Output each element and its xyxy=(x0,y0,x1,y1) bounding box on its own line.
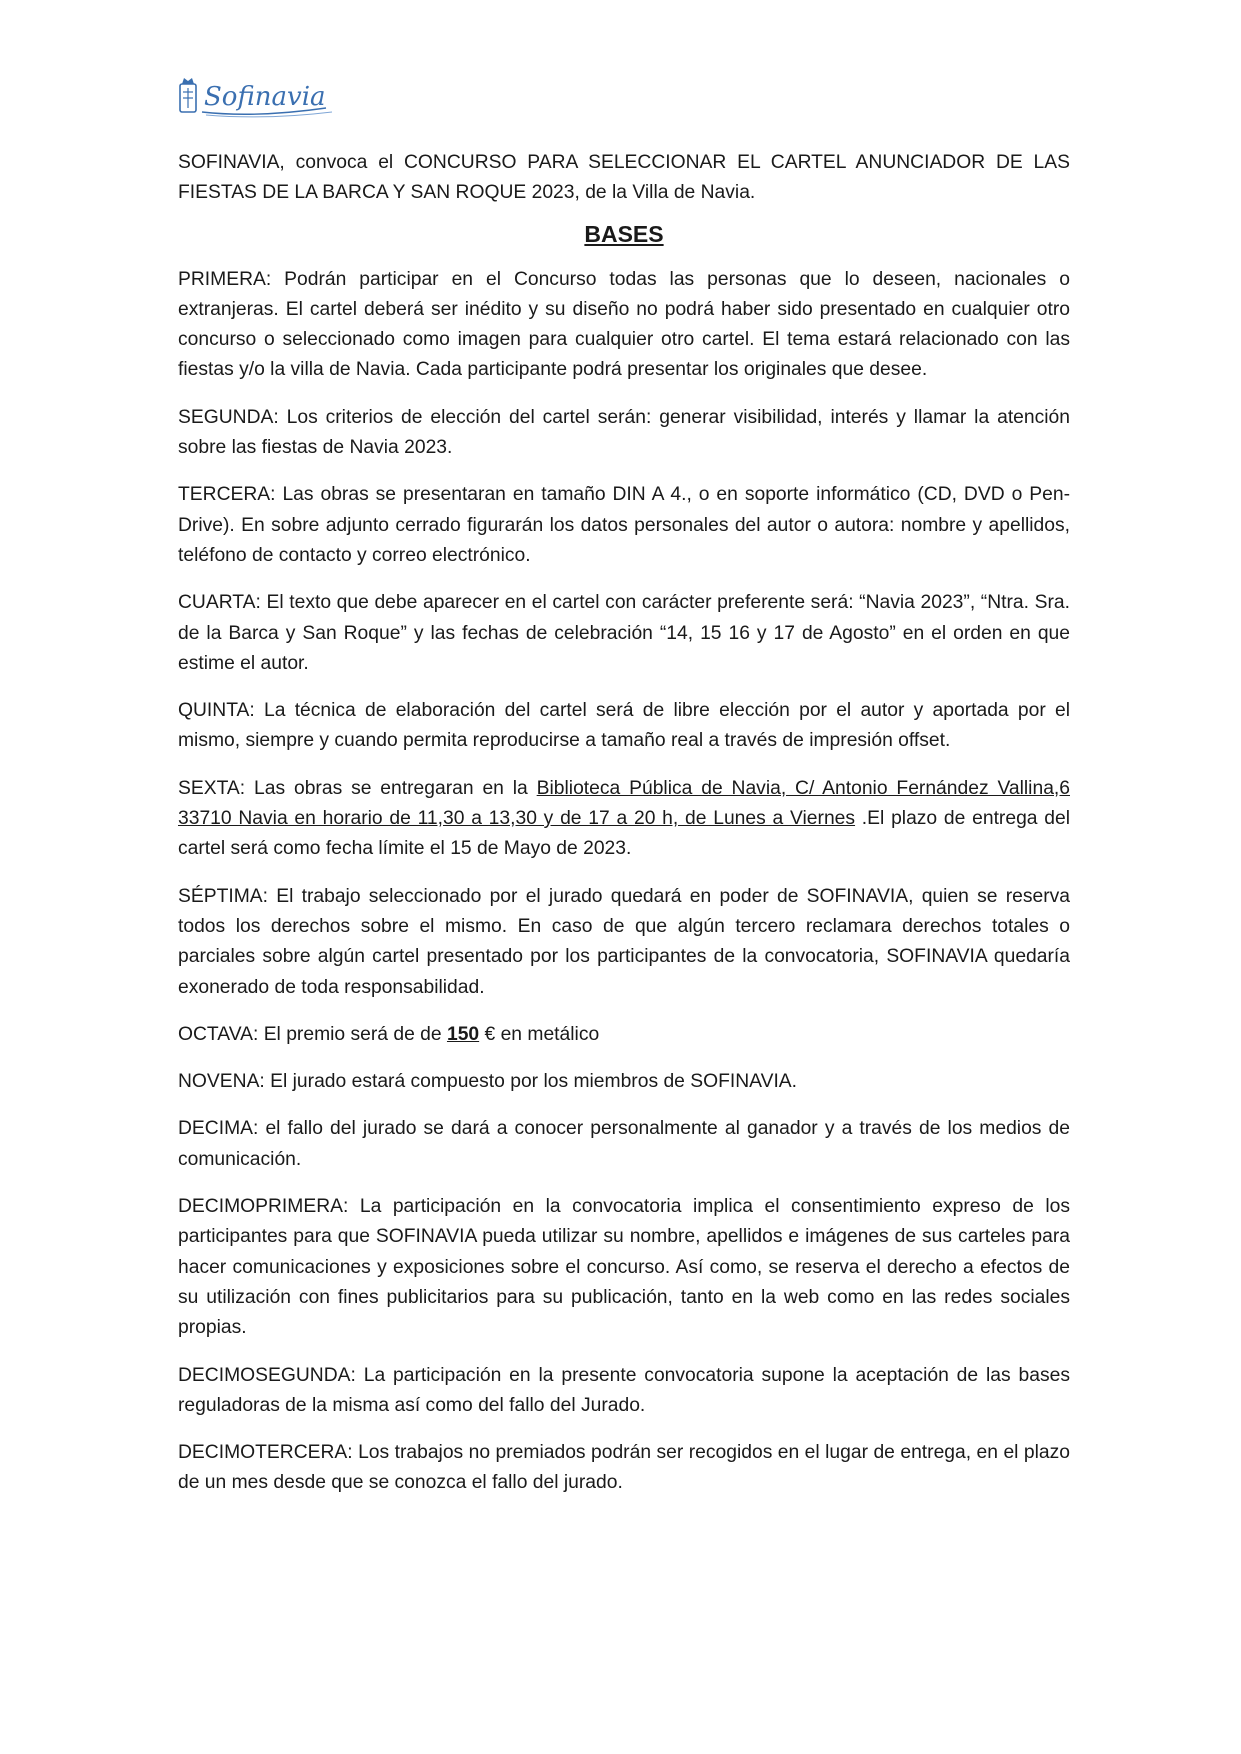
base-segunda: SEGUNDA: Los criterios de elección del cartel serán: generar visibilidad, interés y llamar la atención sobre las fiestas de Navia 2023. xyxy=(178,406,1070,459)
page-title: BASES xyxy=(584,220,664,247)
logo-wordmark: Sofinavia xyxy=(204,82,326,112)
sexta-suffix: .El plazo de entrega del cartel será como fecha límite el 15 de Mayo de 2023. xyxy=(178,808,1071,860)
sexta-address: Biblioteca Pública de Navia, C/ Antonio Fernández Vallina,6 33710 Navia en horario de 11,30 a 13,30 y de 17 a 20 h, de Lunes a Viernes xyxy=(178,777,1070,830)
base-novena: NOVENA: El jurado estará compuesto por los miembros de SOFINAVIA. xyxy=(178,1071,798,1093)
base-octava xyxy=(178,1020,1070,1050)
base-septima: SÉPTIMA: El trabajo seleccionado por el jurado quedará en poder de SOFINAVIA, quien se reserva todos los derechos sobre el mismo. En caso de que algún tercero reclamara derechos totales o parciales sobre algún cartel presentado por los participantes de la convocatoria, SOFINAVIA quedaría exonerado de toda responsabilidad. xyxy=(178,885,1070,998)
sexta-prefix: SEXTA: Las obras se entregaran en la xyxy=(178,777,537,799)
base-decima: DECIMA: el fallo del jurado se dará a conocer personalmente al ganador y a través de los medios de comunicación. xyxy=(178,1118,1070,1170)
base-decimotercera: DECIMOTERCERA: Los trabajos no premiados podrán ser recogidos en el lugar de entrega, en el plazo de un mes desde que se conozca el fallo del jurado. xyxy=(178,1442,1070,1494)
base-primera: PRIMERA: Podrán participar en el Concurso todas las personas que lo deseen, nacionales o extranjeras. El cartel deberá ser inédito y su diseño no podrá haber sido presentado en cualquier otro concurso o seleccionado como imagen para cualquier otro cartel. El tema estará relacionado con las fiestas y/o la villa de Navia. Cada participante podrá presentar los originales que desee. xyxy=(178,268,1070,381)
octava-suffix: € en metálico xyxy=(479,1023,600,1045)
document-body xyxy=(178,148,1070,1516)
base-decimoprimera: DECIMOPRIMERA: La participación en la convocatoria implica el consentimiento expreso de los participantes para que SOFINAVIA pueda utilizar su nombre, apellidos e imágenes de sus carteles para hacer comunicaciones y exposiciones sobre el concurso. Así como, se reserva el derecho a efectos de su utilización con fines publicitarios para su publicación, tanto en la web como en las redes sociales propias. xyxy=(178,1196,1070,1339)
prize-amount: 150 xyxy=(446,1023,480,1045)
base-sexta xyxy=(178,774,1070,865)
base-tercera: TERCERA: Las obras se presentaran en tamaño DIN A 4., o en soporte informático (CD, DVD o Pen-Drive). En sobre adjunto cerrado figurarán los datos personales del autor o autora: nombre y apellidos, teléfono de contacto y correo electrónico. xyxy=(178,484,1070,566)
intro-paragraph: SOFINAVIA, convoca el CONCURSO PARA SELECCIONAR EL CARTEL ANUNCIADOR DE LAS FIESTAS DE LA BARCA Y SAN ROQUE 2023, de la Villa de Navia. xyxy=(178,152,1070,204)
base-cuarta: CUARTA: El texto que debe aparecer en el cartel con carácter preferente será: “Navia 2023”, “Ntra. Sra. de la Barca y San Roque” y las fechas de celebración “14, 15 16 y 17 de Agosto” en el orden en que estime el autor. xyxy=(178,592,1070,674)
base-decimosegunda: DECIMOSEGUNDA: La participación en la presente convocatoria supone la aceptación de las bases reguladoras de la misma así como del fallo del Jurado. xyxy=(178,1364,1070,1416)
base-quinta: QUINTA: La técnica de elaboración del cartel será de libre elección por el autor y aportada por el mismo, siempre y cuando permita reproducirse a tamaño real a través de impresión offset. xyxy=(178,700,1070,752)
coat-of-arms-icon xyxy=(180,78,196,112)
sofinavia-logo xyxy=(176,74,336,120)
octava-prefix: OCTAVA: El premio será de de xyxy=(178,1023,447,1045)
